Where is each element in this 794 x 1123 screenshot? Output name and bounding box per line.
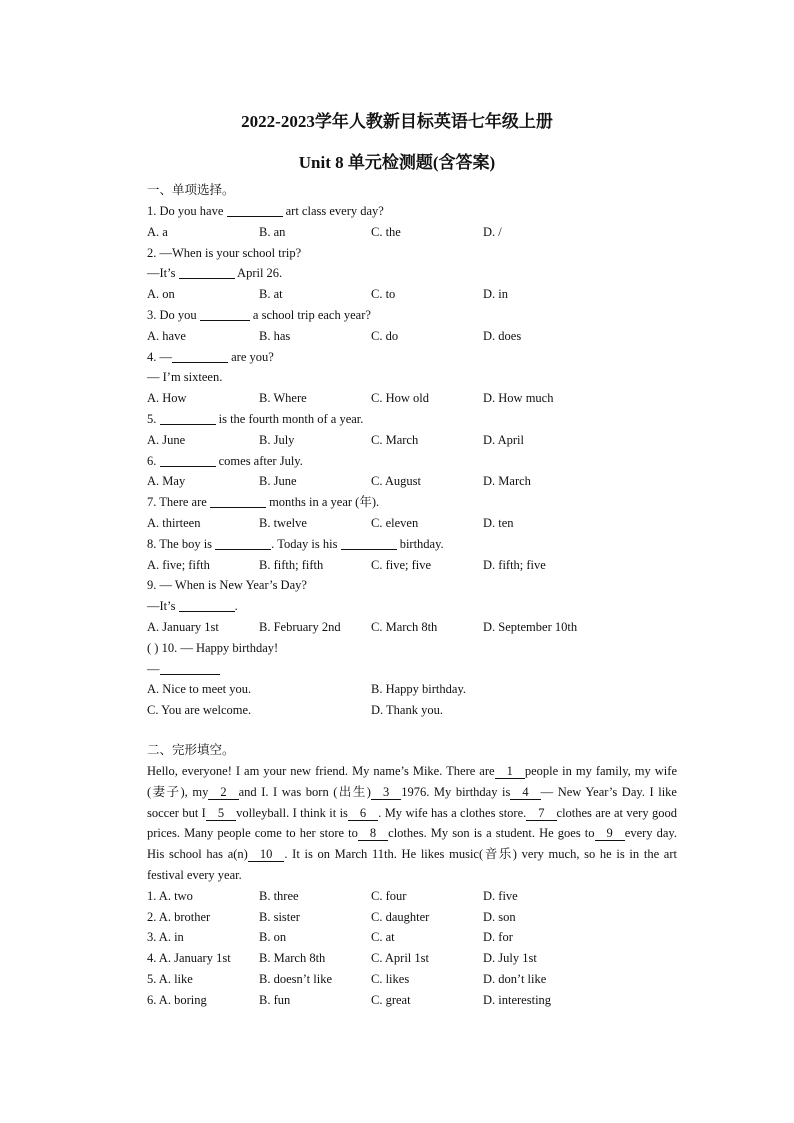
cloze-option: B. March 8th xyxy=(259,951,326,966)
option-b: B. an xyxy=(259,224,286,239)
cloze-blank-5: 5 xyxy=(206,806,236,821)
question-8 xyxy=(147,534,677,555)
cloze-items xyxy=(147,886,677,1011)
q-text: —It’s xyxy=(147,599,179,614)
option-c: C. the xyxy=(371,224,401,239)
passage-text: clothes. My son is a student. He goes to xyxy=(388,826,595,841)
cloze-option: C. April 1st xyxy=(371,951,429,966)
cloze-option: 3. A. in xyxy=(147,930,184,945)
passage-text: Hello, everyone! I am your new friend. My name’s Mike. There are xyxy=(147,763,495,778)
q-text: . Today is his xyxy=(271,536,341,551)
option-d: D. Thank you. xyxy=(371,703,443,718)
option-d: D. March xyxy=(483,474,531,489)
option-c: C. to xyxy=(371,287,396,302)
cloze-blank-2: 2 xyxy=(208,785,238,800)
option-a: A. January 1st xyxy=(147,619,219,634)
option-d: D. in xyxy=(483,287,508,302)
cloze-blank-8: 8 xyxy=(358,826,388,841)
option-d: D. ten xyxy=(483,515,514,530)
passage-text: volleyball. I think it is xyxy=(236,805,348,820)
content xyxy=(147,180,677,1010)
question-6 xyxy=(147,451,677,472)
q4-options xyxy=(147,388,677,409)
q10-options-cd xyxy=(147,700,677,721)
q-text: birthday. xyxy=(396,536,444,551)
cloze-option: D. son xyxy=(483,909,516,924)
cloze-option: B. fun xyxy=(259,992,291,1007)
passage-text: . My wife has a clothes store. xyxy=(378,805,527,820)
option-a: A. five; fifth xyxy=(147,557,210,572)
q6-options xyxy=(147,471,677,492)
cloze-option: B. three xyxy=(259,888,299,903)
cloze-passage xyxy=(147,761,677,886)
q-text: is the fourth month of a year. xyxy=(215,411,364,426)
cloze-option: C. at xyxy=(371,930,395,945)
question-4 xyxy=(147,347,677,368)
option-a: A. How xyxy=(147,391,187,406)
q2-options xyxy=(147,284,677,305)
option-d: D. September 10th xyxy=(483,619,578,634)
q10-options-ab xyxy=(147,679,677,700)
answer-blank xyxy=(179,264,235,279)
cloze-option: B. on xyxy=(259,930,287,945)
option-c: C. do xyxy=(371,328,399,343)
cloze-option: 5. A. like xyxy=(147,971,193,986)
option-c: C. five; five xyxy=(371,557,432,572)
question-7 xyxy=(147,492,677,513)
cloze-blank-3: 3 xyxy=(371,785,401,800)
cloze-item-3 xyxy=(147,927,677,948)
option-a: A. on xyxy=(147,287,175,302)
passage-text: . It is on March 11th. He likes music(音乐) very much, so he is in the art festival every year. xyxy=(147,847,677,882)
q-text: months in a year (年). xyxy=(265,495,380,510)
cloze-item-1 xyxy=(147,886,677,907)
q-text: 8. The boy is xyxy=(147,536,216,551)
answer-blank xyxy=(200,306,250,321)
cloze-option: D. don’t like xyxy=(483,971,547,986)
answer-blank xyxy=(215,535,271,550)
option-c: C. eleven xyxy=(371,515,419,530)
q9-options xyxy=(147,617,677,638)
cloze-option: D. interesting xyxy=(483,992,552,1007)
section1-heading: 一、单项选择。 xyxy=(147,183,235,197)
option-d: D. How much xyxy=(483,391,554,406)
passage-text: every day. His school has a(n) xyxy=(147,826,677,862)
q3-options xyxy=(147,326,677,347)
passage-text: 1976. My birthday is xyxy=(401,784,511,799)
option-c: C. March 8th xyxy=(371,619,438,634)
option-b: B. fifth; fifth xyxy=(259,557,324,572)
cloze-option: 1. A. two xyxy=(147,888,193,903)
question-10-line2 xyxy=(147,659,677,680)
cloze-blank-7: 7 xyxy=(526,806,556,821)
option-c: C. You are welcome. xyxy=(147,703,252,718)
q-text: 3. Do you xyxy=(147,307,200,322)
option-b: B. Where xyxy=(259,391,307,406)
cloze-item-6 xyxy=(147,990,677,1011)
q-text: 1. Do you have xyxy=(147,204,227,218)
cloze-option: C. four xyxy=(371,888,407,903)
q-text: . xyxy=(234,599,238,614)
option-b: B. has xyxy=(259,328,291,343)
q-text: — xyxy=(147,661,160,676)
passage-text: and I. I was born (出生) xyxy=(238,784,371,799)
q7-options xyxy=(147,513,677,534)
cloze-blank-4: 4 xyxy=(510,785,540,800)
cloze-option: 4. A. January 1st xyxy=(147,951,231,966)
q-text: a school trip each year? xyxy=(249,307,371,322)
cloze-option: 2. A. brother xyxy=(147,909,211,924)
cloze-option: 6. A. boring xyxy=(147,992,207,1007)
cloze-item-2 xyxy=(147,907,677,928)
answer-blank xyxy=(160,410,216,425)
cloze-option: D. five xyxy=(483,888,518,903)
q-text: April 26. xyxy=(234,266,283,281)
passage-text: — New Year’s Day. I like soccer but I xyxy=(147,784,677,820)
q-text: art class every day? xyxy=(282,204,384,218)
q-text: 7. There are xyxy=(147,495,210,510)
section-gap xyxy=(147,721,677,740)
section2-heading: 二、完形填空。 xyxy=(147,742,235,757)
answer-blank xyxy=(341,535,397,550)
title-line-1: 2022-2023学年人教新目标英语七年级上册 xyxy=(241,112,553,131)
option-b: B. at xyxy=(259,287,283,302)
cloze-option: C. daughter xyxy=(371,909,430,924)
option-a: A. May xyxy=(147,474,186,489)
answer-blank xyxy=(179,597,235,612)
option-a: A. a xyxy=(147,224,168,239)
answer-blank xyxy=(160,660,220,675)
q-text: comes after July. xyxy=(215,453,303,468)
option-b: B. July xyxy=(259,432,295,447)
q-text: 4. — xyxy=(147,349,172,364)
option-a: A. thirteen xyxy=(147,515,201,530)
option-d: D. April xyxy=(483,432,524,447)
cloze-option: B. doesn’t like xyxy=(259,971,333,986)
cloze-item-4 xyxy=(147,948,677,969)
option-b: B. June xyxy=(259,474,297,489)
question-2: 2. —When is your school trip? xyxy=(147,245,302,260)
option-c: C. August xyxy=(371,474,422,489)
answer-blank xyxy=(160,452,216,467)
question-9-line2 xyxy=(147,596,677,617)
answer-blank xyxy=(172,348,228,363)
answer-blank xyxy=(227,202,283,217)
answer-blank xyxy=(210,493,266,508)
passage-text: clothes are at very good prices. Many people come to her store to xyxy=(147,805,677,841)
cloze-option: B. sister xyxy=(259,909,300,924)
cloze-option: C. great xyxy=(371,992,411,1007)
q-text: are you? xyxy=(228,349,274,364)
q1-options xyxy=(147,222,677,243)
option-b: B. twelve xyxy=(259,515,307,530)
cloze-blank-1: 1 xyxy=(495,764,525,779)
option-c: C. March xyxy=(371,432,419,447)
question-2-line2 xyxy=(147,263,677,284)
cloze-option: D. July 1st xyxy=(483,951,537,966)
option-a: A. have xyxy=(147,328,186,343)
q5-options xyxy=(147,430,677,451)
question-1 xyxy=(147,201,677,222)
cloze-item-5 xyxy=(147,969,677,990)
title-line-2: Unit 8 单元检测题(含答案) xyxy=(298,153,496,172)
option-a: A. June xyxy=(147,432,186,447)
q-text: —It’s xyxy=(147,266,179,281)
option-d: D. fifth; five xyxy=(483,557,546,572)
q-text: 5. xyxy=(147,411,160,426)
q-text: 6. xyxy=(147,453,160,468)
option-b: B. February 2nd xyxy=(259,619,341,634)
cloze-blank-9: 9 xyxy=(595,826,625,841)
cloze-blank-6: 6 xyxy=(348,806,378,821)
option-a: A. Nice to meet you. xyxy=(147,682,252,697)
question-9: 9. — When is New Year’s Day? xyxy=(147,578,307,593)
option-d: D. does xyxy=(483,328,522,343)
cloze-option: C. likes xyxy=(371,971,410,986)
cloze-blank-10: 10 xyxy=(248,847,285,862)
question-4-line2: — I’m sixteen. xyxy=(147,370,223,385)
question-3 xyxy=(147,305,677,326)
question-10: ( ) 10. — Happy birthday! xyxy=(147,640,279,655)
passage-text: people in my family, my wife (妻子), my xyxy=(147,763,677,799)
option-d: D. / xyxy=(483,224,502,239)
question-5 xyxy=(147,409,677,430)
option-c: C. How old xyxy=(371,391,429,406)
q8-options xyxy=(147,555,677,576)
cloze-option: D. for xyxy=(483,930,513,945)
option-b: B. Happy birthday. xyxy=(371,682,467,697)
